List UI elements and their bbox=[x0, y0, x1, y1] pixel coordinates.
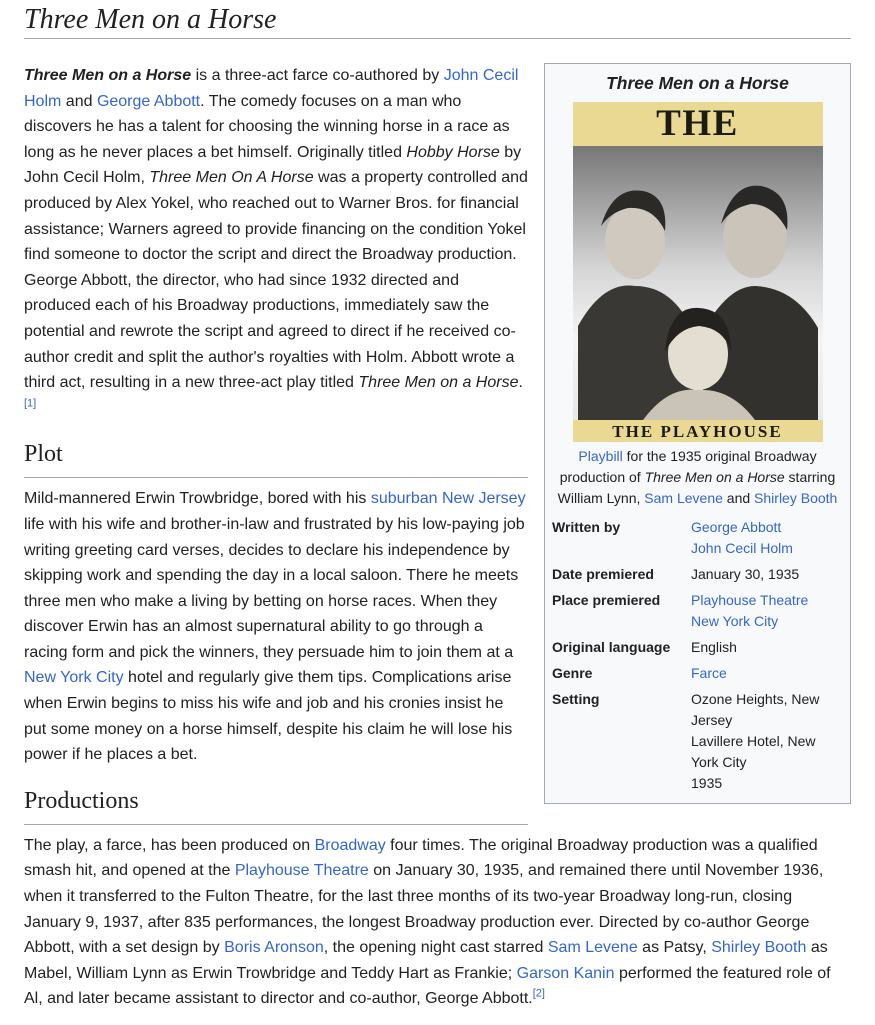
infobox-value-text: Lavillere Hotel, New York City bbox=[691, 733, 816, 770]
infobox-value-link[interactable]: George Abbott bbox=[691, 519, 782, 535]
infobox-value bbox=[691, 689, 843, 794]
infobox-label: Written by bbox=[552, 519, 621, 535]
infobox-value-text: Ozone Heights, New Jersey bbox=[691, 691, 820, 728]
link-john-cecil-holm[interactable]: John Cecil Holm bbox=[24, 67, 519, 110]
infobox-title: Three Men on a Horse bbox=[606, 73, 789, 93]
page-title: Three Men on a Horse bbox=[24, 0, 851, 39]
link-shirley-booth[interactable]: Shirley Booth bbox=[711, 939, 807, 957]
link-new-jersey[interactable]: New Jersey bbox=[441, 490, 526, 508]
article-body bbox=[24, 63, 851, 1012]
intro-paragraph: Three Men on a Horse is a three-act farce co-authored by John Cecil Holm and George Abbott. The comedy focuses on a man who discovers he has a talent for choosing the winning horse in a race as long as he never places a bet himself. Originally titled Hobby Horse by John Cecil Holm, Three Men On A Horse was a property controlled and produced by Alex Yokel, who reached out to Warner Bros. for financial assistance; Warners agreed to provide financing on the condition Yokel find someone to doctor the script and direct the Broadway production. George Abbott, the director, who had since 1932 directed and produced each of his Broadway productions, immediately saw the potential and rewrote the script and agreed to direct if he received co-author credit and split the author's royalties with Holm. Abbott wrote a third act, resulting in a new three-act play titled Three Men on a Horse.[1] bbox=[24, 67, 528, 410]
playbill-image[interactable] bbox=[573, 102, 823, 442]
link-new-york-city[interactable]: New York City bbox=[24, 669, 124, 687]
infobox bbox=[544, 63, 851, 804]
link-garson-kanin[interactable]: Garson Kanin bbox=[516, 964, 615, 982]
productions-heading: Productions bbox=[24, 784, 528, 825]
productions-paragraph: The play, a farce, has been produced on Broadway four times. The original Broadway production was a qualified smash hit, and opened at the Playhouse Theatre on January 30, 1935, and remained there until November 1936, when it transferred to the Fulton Theatre, for the last three months of its two-year Broadway long-run, closing January 9, 1937, after 835 performances, the longest Broadway production ever. Directed by co-author George Abbott, with a set design by Boris Aronson, the opening night cast starred Sam Levene as Patsy, Shirley Booth as Mabel, William Lynn as Erwin Trowbridge and Teddy Hart as Frankie; Garson Kanin performed the featured role of Al, and later became assistant to director and co-author, George Abbott.[2] bbox=[24, 836, 831, 1008]
caption-link-sam-levene[interactable]: Sam Levene bbox=[644, 490, 723, 506]
link-broadway[interactable]: Broadway bbox=[314, 836, 386, 854]
link-boris-aronson[interactable]: Boris Aronson bbox=[224, 939, 324, 957]
infobox-value bbox=[691, 663, 843, 684]
infobox-value-text: January 30, 1935 bbox=[691, 566, 800, 582]
playbill-banner-text: THE bbox=[573, 102, 823, 146]
plot-heading: Plot bbox=[24, 437, 528, 478]
link-playhouse-theatre[interactable]: Playhouse Theatre bbox=[234, 862, 369, 880]
reference-1[interactable]: [1] bbox=[24, 397, 37, 410]
infobox-value-link[interactable]: New York City bbox=[691, 613, 779, 629]
infobox-value bbox=[691, 590, 843, 632]
infobox-label: Genre bbox=[552, 665, 593, 681]
infobox-rows bbox=[552, 515, 843, 797]
infobox-value bbox=[691, 517, 843, 559]
infobox-label: Setting bbox=[552, 691, 600, 707]
infobox-row bbox=[552, 687, 843, 797]
cast-portraits-graphic bbox=[573, 146, 823, 420]
infobox-value-link[interactable]: Playhouse Theatre bbox=[691, 592, 809, 608]
infobox-caption: Playbill for the 1935 original Broadway production of Three Men on a Horse starring William Lynn, Sam Levene and Shirley Booth bbox=[557, 448, 838, 506]
infobox-row bbox=[552, 515, 843, 562]
infobox-row bbox=[552, 635, 843, 661]
infobox-value-text: English bbox=[691, 639, 737, 655]
link-suburban[interactable]: suburban bbox=[370, 490, 438, 508]
infobox-row bbox=[552, 588, 843, 635]
infobox-value bbox=[691, 564, 843, 585]
playbill-photo bbox=[573, 146, 823, 420]
playbill-footer-text: THE PLAYHOUSE bbox=[573, 420, 823, 442]
link-george-abbott[interactable]: George Abbott bbox=[96, 92, 201, 110]
article bbox=[24, 0, 851, 1025]
infobox-label: Original language bbox=[552, 639, 671, 655]
caption-link-shirley-booth[interactable]: Shirley Booth bbox=[754, 490, 838, 506]
infobox-value bbox=[691, 637, 843, 658]
reference-2[interactable]: [2] bbox=[532, 988, 545, 1001]
infobox-label: Date premiered bbox=[552, 566, 654, 582]
infobox-label: Place premiered bbox=[552, 592, 661, 608]
caption-link-playbill[interactable]: Playbill bbox=[578, 448, 623, 464]
link-sam-levene[interactable]: Sam Levene bbox=[547, 939, 638, 957]
infobox-row bbox=[552, 562, 843, 588]
plot-paragraph: Mild-mannered Erwin Trowbridge, bored with his suburban New Jersey life with his wife and brother-in-law and frustrated by his low-paying job writing greeting card verses, decides to declare his independence by skipping work and spending the day in a local saloon. There he meets three men who make a living by betting on horse races. When they discover Erwin has an almost supernatural ability to go through a racing form and pick the winners, they persuade him to join them at a New York City hotel and regularly give them tips. Complications arise when Erwin begins to miss his wife and job and his cronies insist he put some money on a horse himself, despite his claim he will lose his power if he places a bet. bbox=[24, 490, 526, 764]
infobox-value-link[interactable]: Farce bbox=[691, 665, 727, 681]
infobox-value-link[interactable]: John Cecil Holm bbox=[691, 540, 793, 556]
infobox-row bbox=[552, 661, 843, 687]
infobox-value-text: 1935 bbox=[691, 775, 723, 791]
